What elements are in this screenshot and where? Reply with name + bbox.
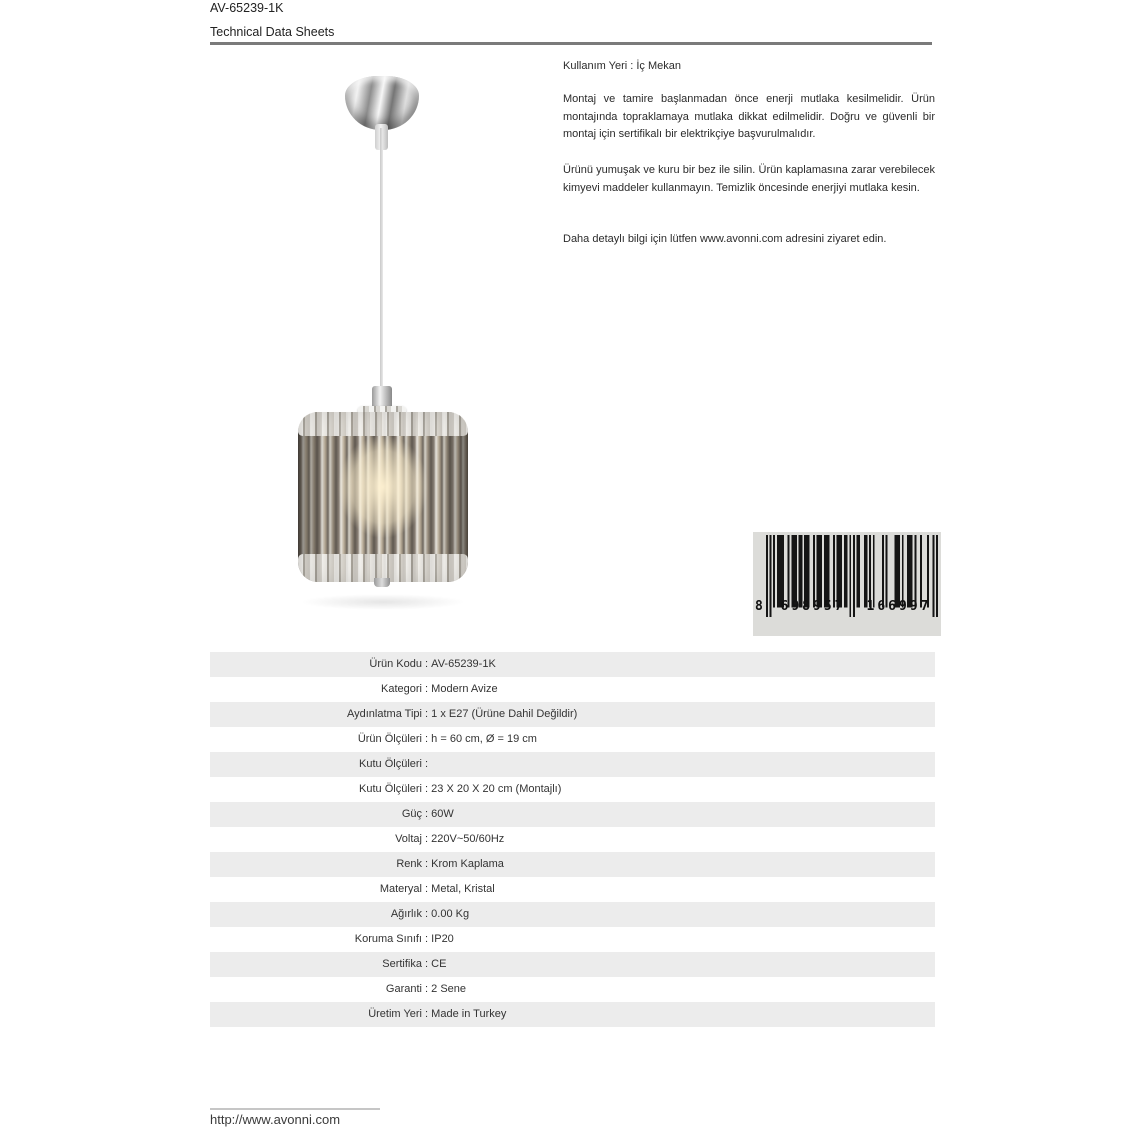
spec-row-kutu-olculeri <box>210 777 935 802</box>
spec-value: 1 x E27 (Ürüne Dahil Değildir) <box>431 708 578 720</box>
spec-separator: : <box>422 683 432 695</box>
spec-row-agirlik <box>210 902 935 927</box>
spec-row-garanti <box>210 977 935 1002</box>
spec-separator: : <box>422 908 432 920</box>
spec-row-renk <box>210 852 935 877</box>
header-rule <box>210 42 932 45</box>
spec-label: Kutu Ölçüleri <box>359 758 422 770</box>
barcode <box>753 532 941 636</box>
spec-separator: : <box>422 983 432 995</box>
crystal-shade <box>298 412 468 582</box>
spec-separator: : <box>422 758 432 770</box>
barcode-digit-prefix: 8 <box>755 599 763 614</box>
spec-value: Metal, Kristal <box>431 883 495 895</box>
spec-label: Kategori <box>381 683 422 695</box>
spec-value: CE <box>431 958 447 970</box>
spec-value: h = 60 cm, Ø = 19 cm <box>431 733 537 745</box>
spec-value: Modern Avize <box>431 683 498 695</box>
shade-bottom-nub <box>374 578 390 587</box>
spec-separator: : <box>422 783 432 795</box>
spec-value: 0.00 Kg <box>431 908 470 920</box>
spec-row-voltaj <box>210 827 935 852</box>
spec-value: IP20 <box>431 933 454 945</box>
spec-label: Ürün Kodu <box>369 658 422 670</box>
barcode-digit-left-group: 698957 <box>780 599 846 614</box>
spec-row-urun-kodu <box>210 652 935 677</box>
spec-table <box>210 652 935 1027</box>
install-warning-paragraph: Montaj ve tamire başlanmadan önce enerji mutlaka kesilmelidir. Ürün montajında topraklamaya mutlaka dikkat edilmelidir. Doğru ve güvenli bir montaj için sertifikalı bir elektrikçiye başvurulmalıdır. <box>563 93 935 140</box>
ceiling-canopy <box>345 76 419 130</box>
shade-top-band <box>298 412 468 436</box>
spec-separator: : <box>422 733 432 745</box>
spec-label: Aydınlatma Tipi <box>346 708 422 720</box>
sheet-subtitle: Technical Data Sheets <box>210 25 335 39</box>
product-code-title: AV-65239-1K <box>210 1 284 15</box>
spec-label: Garanti <box>385 983 422 995</box>
spec-row-urun-olculeri <box>210 727 935 752</box>
spec-value: Krom Kaplama <box>431 858 504 870</box>
spec-separator: : <box>422 858 432 870</box>
spec-separator: : <box>422 658 432 670</box>
spec-separator: : <box>422 833 432 845</box>
spec-label: Ağırlık <box>390 908 422 920</box>
barcode-digit-right-group: 166997 <box>866 599 932 614</box>
spec-label: Sertifika <box>382 958 422 970</box>
spec-row-aydinlatma-tipi <box>210 702 935 727</box>
spec-label: Voltaj <box>395 833 422 845</box>
more-info-paragraph: Daha detaylı bilgi için lütfen www.avonni.com adresini ziyaret edin. <box>563 233 887 245</box>
footer-rule <box>210 1108 380 1110</box>
product-photo <box>210 50 555 620</box>
spec-label: Üretim Yeri <box>368 1008 422 1020</box>
spec-value: 220V~50/60Hz <box>431 833 505 845</box>
spec-separator: : <box>422 708 432 720</box>
spec-value <box>431 752 935 777</box>
spec-row-kutu-olculeri-bos <box>210 752 935 777</box>
spec-value: 23 X 20 X 20 cm (Montajlı) <box>431 783 562 795</box>
spec-label: Güç <box>401 808 422 820</box>
spec-row-sertifika <box>210 952 935 977</box>
spec-value: 60W <box>431 808 454 820</box>
spec-row-koruma-sinifi <box>210 927 935 952</box>
spec-row-materyal <box>210 877 935 902</box>
spec-label: Materyal <box>379 883 422 895</box>
spec-separator: : <box>422 808 432 820</box>
pendant-cord <box>380 128 383 412</box>
spec-label: Renk <box>396 858 422 870</box>
spec-separator: : <box>422 1008 432 1020</box>
spec-label: Kutu Ölçüleri <box>359 783 422 795</box>
photo-shadow <box>300 594 466 610</box>
footer-url[interactable]: http://www.avonni.com <box>210 1112 341 1127</box>
spec-value: Made in Turkey <box>431 1008 507 1020</box>
spec-row-kategori <box>210 677 935 702</box>
usage-line: Kullanım Yeri : İç Mekan <box>563 60 682 72</box>
spec-label: Ürün Ölçüleri <box>357 733 422 745</box>
spec-value: AV-65239-1K <box>431 658 496 670</box>
spec-row-uretim-yeri <box>210 1002 935 1027</box>
spec-separator: : <box>422 883 432 895</box>
spec-label: Koruma Sınıfı <box>354 933 422 945</box>
spec-separator: : <box>422 958 432 970</box>
spec-separator: : <box>422 933 432 945</box>
cleaning-warning-paragraph: Ürünü yumuşak ve kuru bir bez ile silin. Ürün kaplamasına zarar verebilecek kimyevi maddeler kullanmayın. Temizlik öncesinde enerjiyi mutlaka kesin. <box>563 164 935 194</box>
spec-value: 2 Sene <box>431 983 467 995</box>
spec-row-guc <box>210 802 935 827</box>
